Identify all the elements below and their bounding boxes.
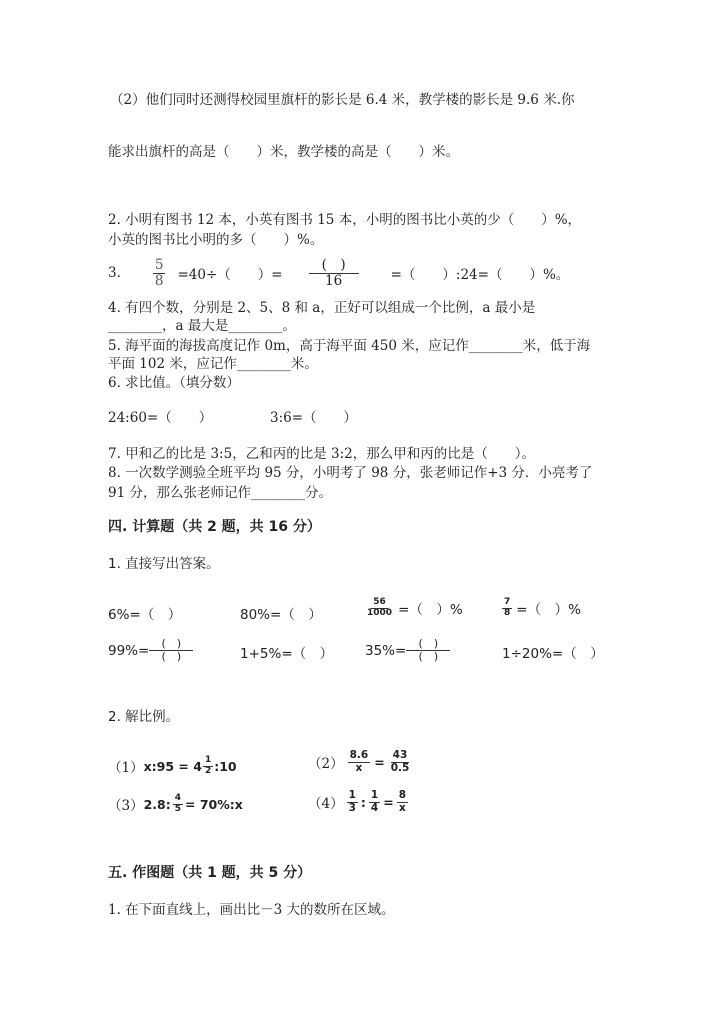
ratio-p4-colon: : [360, 794, 366, 810]
ratio-p4-label: （4） [308, 796, 344, 813]
ratio-p3 [108, 794, 243, 815]
fraction-numerator: 5 [154, 257, 164, 273]
question-5-line1: 5. 海平面的海拔高度记作 0m，高于海平面 450 米，应记作________米，低于海 [108, 338, 591, 354]
question-6-title: 6. 求比值。（填分数） [108, 375, 240, 391]
calc-b1 [108, 638, 193, 663]
ratio-p1 [108, 756, 237, 777]
fraction-denominator: 5 [174, 803, 182, 814]
calc-b3-fraction [406, 638, 450, 663]
question-6-a: 24:60=（ ） [108, 410, 213, 426]
fraction-denominator: 2 [204, 765, 212, 776]
fraction-denominator: 8 [504, 607, 511, 618]
question-2-1-line1: （2）他们同时还测得校园里旗杆的影长是 6.4 米，教学楼的影长是 9.6 米.你 [110, 92, 575, 108]
calc-b1-fraction [149, 638, 193, 663]
fraction-numerator: 56 [373, 597, 386, 607]
fraction-numerator: 43 [392, 749, 408, 761]
calc-b1-head: 99%= [108, 642, 150, 659]
question-3 [108, 258, 569, 289]
question-6-b: 3:6=（ ） [270, 410, 358, 426]
calc-intro: 1. 直接写出答案。 [108, 556, 220, 572]
calc-b3 [365, 638, 450, 663]
ratio-p3-label: （3） [108, 798, 144, 815]
question-2-1-line2: 能求出旗杆的高是（ ）米，教学楼的高是（ ）米。 [108, 144, 459, 160]
fraction-numerator: 1 [370, 789, 379, 801]
question-4-line2: ________，a 最大是________。 [108, 318, 296, 334]
ratio-intro: 2. 解比例。 [108, 709, 180, 725]
ratio-p4-fraction1 [347, 790, 358, 814]
ratio-p3-fraction [173, 794, 183, 815]
calc-a3 [365, 598, 463, 619]
section-5-title: 五. 作图题（共 1 题，共 5 分） [108, 865, 312, 881]
question-5-line2: 平面 102 米，应记作________米。 [108, 356, 318, 372]
fraction-denominator: 1000 [367, 607, 393, 618]
fraction-numerator: 8 [398, 789, 407, 801]
fraction-denominator: x [355, 761, 363, 774]
ratio-p2-fraction2 [389, 750, 412, 774]
fraction-denominator: 0.5 [390, 761, 410, 774]
question-3-fraction2 [309, 258, 359, 289]
calc-a3-tail: =（ ）% [398, 602, 463, 619]
ratio-p1-fraction [203, 756, 213, 777]
question-4-line1: 4. 有四个数，分别是 2、5、8 和 a，正好可以组成一个比例，a 最小是 [108, 300, 536, 316]
fraction-numerator: ( ) [149, 638, 193, 651]
ratio-p2-equals: = [374, 754, 385, 770]
calc-a1: 6%=（ ） [108, 607, 182, 623]
ratio-p3-expr2: = 70%:x [185, 796, 243, 812]
calc-b2: 1+5%=（ ） [240, 646, 334, 662]
ratio-p2 [308, 750, 411, 774]
ratio-p1-expr2: :10 [214, 758, 237, 774]
question-2-line1: 2. 小明有图书 12 本，小英有图书 15 本，小明的图书比小英的少（ ）%， [108, 212, 582, 228]
fraction-denominator: 16 [325, 272, 343, 289]
ratio-p4 [308, 790, 408, 814]
question-3-text2: =（ ）:24=（ ）%。 [390, 267, 570, 284]
ratio-p2-label: （2） [308, 756, 344, 773]
question-2-line2: 小英的图书比小明的多（ ）%。 [108, 232, 324, 248]
fraction-denominator: x [398, 801, 406, 814]
question-8-line2: 91 分，那么张老师记作________分。 [108, 485, 332, 501]
draw-question-1: 1. 在下面直线上，画出比－3 大的数所在区域。 [108, 902, 395, 918]
fraction-numerator: ( ) [309, 258, 359, 274]
calc-a2: 80%=（ ） [240, 607, 322, 623]
ratio-p2-fraction1 [348, 750, 371, 774]
fraction-numerator: 1 [204, 755, 212, 765]
fraction-numerator: ( ) [406, 638, 450, 651]
section-4-title: 四. 计算题（共 2 题，共 16 分） [108, 519, 321, 535]
calc-a3-fraction [365, 598, 394, 619]
fraction-numerator: 4 [174, 793, 182, 803]
question-3-number: 3. [108, 265, 121, 282]
ratio-p4-fraction3 [397, 790, 408, 814]
ratio-p4-equals: = [383, 794, 394, 810]
ratio-p1-expr1: x:95 = 4 [143, 758, 202, 774]
fraction-denominator: 8 [154, 272, 164, 289]
calc-a4-fraction [502, 598, 512, 619]
calc-b3-head: 35%= [365, 642, 407, 659]
fraction-numerator: 1 [348, 789, 356, 801]
fraction-numerator: 7 [504, 597, 511, 607]
calc-a4 [502, 598, 581, 619]
fraction-denominator: ( ) [418, 650, 439, 664]
ratio-p3-expr1: 2.8: [143, 796, 171, 812]
calc-b4: 1÷20%=（ ） [502, 646, 604, 662]
calc-a4-tail: =（ ）% [516, 602, 581, 619]
fraction-denominator: 3 [348, 801, 356, 814]
question-3-text1: =40÷（ ）= [177, 267, 283, 284]
question-8-line1: 8. 一次数学测验全班平均 95 分，小明考了 98 分，张老师记作+3 分．小亮考了 [108, 465, 593, 481]
ratio-p4-fraction2 [369, 790, 380, 814]
question-3-fraction [153, 258, 166, 289]
fraction-denominator: 4 [370, 801, 379, 814]
fraction-denominator: ( ) [161, 650, 182, 664]
ratio-p1-label: （1） [108, 760, 144, 777]
question-7: 7. 甲和乙的比是 3:5，乙和丙的比是 3:2，那么甲和丙的比是（ ）。 [108, 446, 535, 462]
fraction-numerator: 8.6 [349, 749, 369, 761]
